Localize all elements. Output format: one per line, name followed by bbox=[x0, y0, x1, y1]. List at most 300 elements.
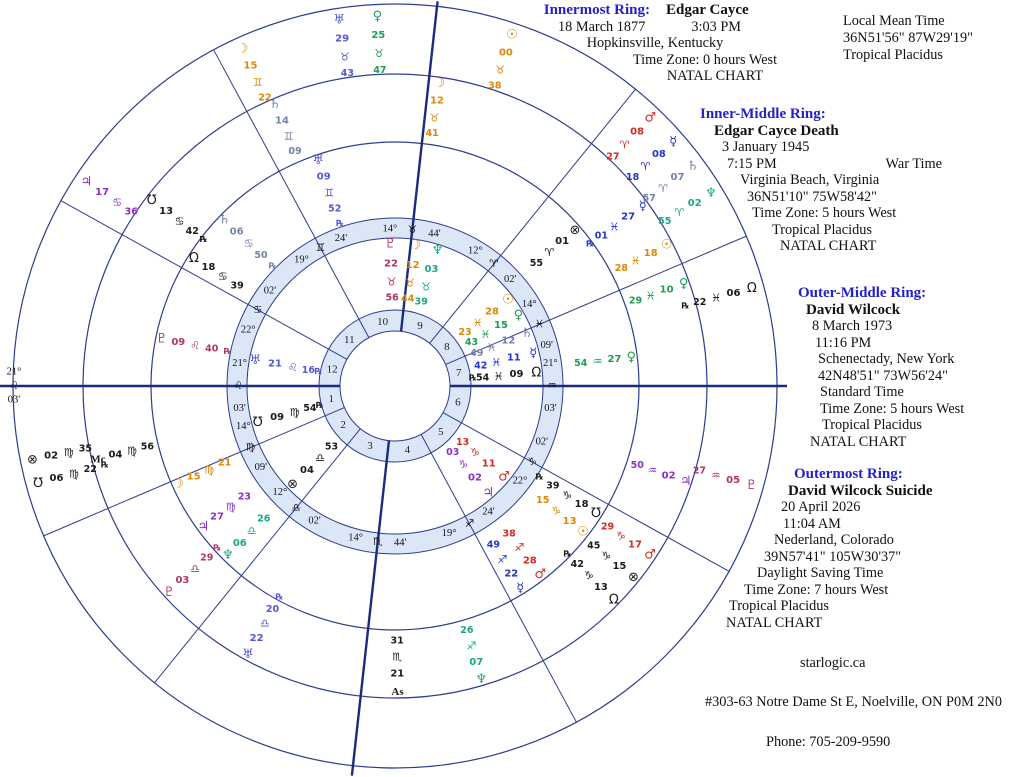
outer-middle-mercury-glyph: ☿ bbox=[638, 198, 647, 214]
cusp-10-degrees: 14° bbox=[382, 223, 398, 235]
cusp-8-minutes: 09' bbox=[540, 340, 553, 352]
outermost-ring-block bbox=[726, 466, 976, 631]
outer-middle-mc-minutes: 56 bbox=[140, 441, 155, 453]
innermost-snode-minutes: 54 bbox=[303, 403, 317, 415]
inner-middle-uranus-minutes: 52 bbox=[328, 203, 342, 215]
outermost-mars-glyph: ♂ bbox=[644, 110, 657, 126]
innermost-mercury-degrees: 11 bbox=[506, 352, 521, 364]
inner-middle-house-system: Tropical Placidus bbox=[772, 221, 872, 238]
outer-middle-pof-glyph: ⊗ bbox=[628, 570, 639, 586]
outermost-moon-sign: ♊ bbox=[252, 76, 263, 89]
outermost-neptune-degrees: 02 bbox=[687, 197, 702, 209]
innermost-sun-sign: ♓ bbox=[472, 316, 483, 330]
outermost-venus-minutes: 47 bbox=[373, 64, 387, 76]
inner-middle-sun-glyph: ☉ bbox=[577, 524, 589, 540]
innermost-chart-type: NATAL CHART bbox=[666, 68, 764, 84]
innermost-saturn-sign: ♓ bbox=[486, 340, 497, 354]
outer-middle-uranus-degrees: 22 bbox=[249, 633, 264, 645]
house-number-10: 10 bbox=[377, 316, 389, 329]
outermost-pluto-glyph: ♇ bbox=[745, 478, 758, 493]
outer-middle-mars-sign: ♑ bbox=[615, 529, 626, 543]
outer-middle-pluto-sign: ♎ bbox=[190, 562, 200, 576]
outermost-pluto-sign: ♒ bbox=[710, 469, 721, 483]
outer-middle-moon-degrees: 12 bbox=[429, 95, 444, 107]
outer-middle-pof-sign: ♑ bbox=[601, 549, 612, 563]
outer-middle-mc-sign: ♍ bbox=[126, 444, 137, 458]
inner-middle-timezone: Time Zone: 5 hours West bbox=[752, 205, 897, 221]
inner-middle-node-sign: ♋ bbox=[217, 270, 228, 284]
outermost-snode-glyph: ℧ bbox=[33, 476, 44, 492]
outermost-pof-degrees: 02 bbox=[44, 450, 59, 462]
cusp-9-minutes: 02' bbox=[503, 273, 517, 285]
house-number-3: 3 bbox=[367, 440, 373, 452]
innermost-moon-minutes: 44 bbox=[401, 293, 415, 305]
innermost-node-minutes: 54 bbox=[475, 372, 490, 384]
outermost-mercury-sign: ♈ bbox=[640, 159, 651, 173]
inner-middle-war-time: War Time bbox=[885, 155, 942, 172]
innermost-venus-minutes: 43 bbox=[464, 336, 479, 348]
inner-middle-date: 3 January 1945 bbox=[722, 139, 810, 155]
inner-middle-pluto-retrograde: ℞ bbox=[223, 347, 232, 358]
cusp-5-sign: ♐ bbox=[464, 518, 475, 531]
outermost-uranus-minutes: 43 bbox=[340, 68, 355, 80]
innermost-time: 3:03 PM bbox=[691, 18, 742, 35]
cusp-11-minutes: 24' bbox=[334, 233, 348, 245]
inner-middle-snode-retrograde: ℞ bbox=[535, 472, 544, 483]
innermost-sun-glyph: ☉ bbox=[502, 292, 514, 308]
outermost-uranus-sign: ♉ bbox=[339, 50, 350, 64]
outermost-moon-degrees: 15 bbox=[243, 60, 258, 72]
outer-middle-venus-glyph: ♀ bbox=[678, 276, 689, 292]
outermost-node-glyph: Ω bbox=[746, 280, 757, 296]
house-number-6: 6 bbox=[455, 396, 461, 409]
innermost-pof-minutes: 53 bbox=[324, 441, 339, 453]
outermost-sun-degrees: 00 bbox=[498, 47, 513, 59]
innermost-pof-glyph: ⊗ bbox=[287, 476, 299, 492]
cusp-4-sign: ♏ bbox=[372, 536, 383, 548]
house-number-8: 8 bbox=[444, 340, 450, 353]
outer-middle-snode-degrees: 13 bbox=[159, 205, 174, 217]
innermost-uranus-degrees: 21 bbox=[268, 358, 282, 370]
inner-middle-saturn-minutes: 50 bbox=[254, 250, 268, 262]
innermost-neptune-glyph: ♆ bbox=[431, 243, 444, 258]
inner-middle-city: Virginia Beach, Virginia bbox=[740, 172, 880, 188]
innermost-node-glyph: Ω bbox=[531, 365, 542, 381]
outermost-sun-sign: ♉ bbox=[495, 63, 506, 77]
inner-middle-uranus-degrees: 09 bbox=[316, 171, 331, 183]
outermost-saturn-sign: ♈ bbox=[658, 181, 668, 195]
outer-middle-sun-minutes: 28 bbox=[614, 263, 629, 275]
outer-middle-snode-sign: ♋ bbox=[174, 215, 185, 229]
outer-middle-time: 11:16 PM bbox=[815, 334, 872, 351]
outermost-mars-minutes: 27 bbox=[606, 151, 620, 163]
inner-middle-mars-minutes: 38 bbox=[502, 528, 516, 540]
outermost-node-retrograde: ℞ bbox=[681, 301, 690, 312]
local-mean-time-block bbox=[843, 13, 1023, 64]
outer-middle-pluto-degrees: 03 bbox=[175, 574, 190, 586]
innermost-saturn-minutes: 49 bbox=[470, 347, 484, 359]
cusp-2-sign: ♍ bbox=[245, 441, 256, 454]
outermost-mercury-glyph: ☿ bbox=[669, 134, 678, 150]
outer-middle-asc-sign: ♏ bbox=[392, 650, 403, 664]
outer-middle-neptune-minutes: 26 bbox=[460, 625, 474, 637]
inner-middle-snode-sign: ♑ bbox=[562, 488, 573, 502]
innermost-mars-glyph: ♂ bbox=[498, 469, 510, 485]
outermost-chart-type: NATAL CHART bbox=[726, 614, 823, 631]
innermost-jupiter-glyph: ♃ bbox=[482, 485, 495, 501]
innermost-venus-sign: ♓ bbox=[480, 328, 491, 341]
innermost-uranus-glyph: ♅ bbox=[249, 353, 262, 369]
asc-edge-sign: ♌ bbox=[9, 380, 19, 392]
inner-middle-jupiter-degrees: 27 bbox=[210, 511, 224, 523]
asc-edge-minutes: 03' bbox=[7, 394, 21, 406]
cusp-12-minutes: 02' bbox=[263, 285, 277, 297]
local-coordinates: 36N51'56" 87W29'19" bbox=[843, 30, 973, 46]
inner-middle-mars-degrees: 28 bbox=[522, 555, 537, 567]
cusp-7-sign: ♒ bbox=[547, 380, 557, 392]
outer-middle-saturn-degrees: 14 bbox=[275, 115, 289, 127]
outer-middle-mc-degrees: 04 bbox=[108, 449, 123, 461]
cusp-2-minutes: 09' bbox=[254, 462, 268, 474]
outer-middle-mars-glyph: ♂ bbox=[644, 547, 656, 563]
outer-middle-sun-glyph: ☉ bbox=[660, 237, 673, 253]
inner-middle-neptune-minutes: 26 bbox=[257, 513, 271, 525]
inner-middle-ring-name: Edgar Cayce Death bbox=[714, 122, 839, 139]
outer-middle-saturn-minutes: 09 bbox=[288, 145, 302, 157]
outermost-pluto-degrees: 05 bbox=[726, 474, 741, 486]
outer-middle-mc-glyph: Mc bbox=[90, 453, 106, 466]
outermost-snode-degrees: 06 bbox=[49, 473, 64, 485]
innermost-jupiter-degrees: 02 bbox=[468, 472, 482, 484]
innermost-neptune-sign: ♉ bbox=[421, 280, 432, 294]
inner-middle-venus-degrees: 27 bbox=[607, 354, 622, 366]
inner-middle-mercury-glyph: ☿ bbox=[516, 580, 525, 596]
inner-middle-pof-minutes: 55 bbox=[529, 258, 544, 270]
outer-middle-node-retrograde: ℞ bbox=[563, 549, 572, 560]
innermost-sun-degrees: 28 bbox=[485, 306, 499, 318]
cusp-1-degrees: 21° bbox=[232, 358, 247, 370]
inner-middle-mercury-degrees: 22 bbox=[504, 568, 519, 580]
outer-middle-pluto-glyph: ♇ bbox=[163, 585, 176, 600]
outermost-pluto-minutes: 27 bbox=[692, 465, 707, 477]
outer-middle-uranus-retrograde: ℞ bbox=[275, 592, 284, 603]
outermost-pof-minutes: 35 bbox=[78, 443, 93, 455]
local-house-system: Tropical Placidus bbox=[843, 47, 943, 63]
outer-middle-snode-minutes: 42 bbox=[185, 225, 199, 237]
cusp-2-degrees: 14° bbox=[235, 420, 251, 432]
outermost-neptune-glyph: ♆ bbox=[705, 185, 717, 201]
cusp-7-degrees: 21° bbox=[543, 358, 558, 370]
outer-middle-neptune-degrees: 07 bbox=[469, 656, 484, 668]
outermost-saturn-degrees: 07 bbox=[670, 172, 685, 184]
outer-middle-timezone: Time Zone: 5 hours West bbox=[820, 400, 965, 417]
outer-middle-coordinates: 42N48'51" 73W56'24" bbox=[818, 367, 948, 384]
outer-middle-pluto-retrograde: ℞ bbox=[213, 543, 221, 554]
inner-middle-pluto-degrees: 09 bbox=[171, 336, 186, 348]
inner-middle-pof-glyph: ⊗ bbox=[569, 222, 581, 238]
outermost-sun-glyph: ☉ bbox=[506, 27, 518, 43]
inner-middle-saturn-degrees: 06 bbox=[229, 226, 244, 238]
outer-middle-pof-minutes: 45 bbox=[587, 540, 601, 552]
outermost-neptune-minutes: 55 bbox=[658, 216, 672, 227]
inner-middle-saturn-retrograde: ℞ bbox=[268, 261, 277, 272]
cusp-9-degrees: 12° bbox=[468, 245, 483, 257]
outermost-dst: Daylight Saving Time bbox=[757, 565, 884, 581]
innermost-mars-sign: ♑ bbox=[469, 446, 480, 460]
inner-middle-saturn-glyph: ♄ bbox=[218, 212, 231, 228]
innermost-mars-minutes: 13 bbox=[455, 436, 470, 448]
outer-middle-pof-degrees: 15 bbox=[612, 561, 627, 572]
innermost-venus-degrees: 15 bbox=[494, 320, 508, 332]
outermost-snode-retrograde: ℞ bbox=[100, 460, 109, 471]
outermost-venus-degrees: 25 bbox=[371, 29, 386, 41]
innermost-neptune-minutes: 39 bbox=[414, 296, 428, 308]
outer-middle-sun-sign: ♓ bbox=[630, 254, 641, 268]
outermost-moon-glyph: ☽ bbox=[236, 41, 249, 57]
inner-middle-venus-minutes: 54 bbox=[574, 358, 588, 370]
inner-middle-node-glyph: Ω bbox=[189, 251, 199, 266]
outer-middle-house-system: Tropical Placidus bbox=[822, 417, 922, 433]
inner-middle-ring-label: Inner-Middle Ring: bbox=[700, 106, 826, 122]
innermost-city: Hopkinsville, Kentucky bbox=[586, 35, 724, 51]
innermost-node-degrees: 09 bbox=[509, 369, 524, 381]
outer-middle-jupiter-sign: ♒ bbox=[647, 464, 658, 478]
outer-middle-standard-time: Standard Time bbox=[820, 384, 904, 400]
inner-middle-uranus-sign: ♊ bbox=[324, 186, 335, 200]
outer-middle-venus-sign: ♓ bbox=[645, 289, 656, 303]
cusp-10-minutes: 44' bbox=[428, 228, 441, 240]
cusp-6-degrees: 22° bbox=[512, 475, 528, 487]
inner-middle-mars-sign: ♐ bbox=[514, 541, 525, 555]
cusp-11-degrees: 19° bbox=[294, 254, 309, 266]
outer-middle-venus-degrees: 10 bbox=[659, 284, 674, 296]
cusp-4-degrees: 14° bbox=[348, 532, 363, 544]
outer-middle-ring-name: David Wilcock bbox=[806, 301, 901, 318]
outermost-venus-sign: ♉ bbox=[374, 46, 385, 60]
inner-middle-uranus-retrograde: ℞ bbox=[335, 219, 344, 230]
outermost-saturn-minutes: 57 bbox=[642, 193, 656, 204]
outer-middle-mercury-degrees: 27 bbox=[621, 211, 636, 223]
inner-middle-ring-block bbox=[700, 106, 952, 255]
inner-middle-pof-degrees: 01 bbox=[555, 235, 570, 247]
house-number-9: 9 bbox=[417, 320, 423, 332]
outer-middle-mercury-minutes: 01 bbox=[594, 230, 609, 242]
innermost-pluto-minutes: 56 bbox=[385, 292, 399, 304]
cusp-4-minutes: 44' bbox=[393, 537, 407, 549]
outermost-snode-minutes: 22 bbox=[83, 464, 97, 475]
inner-middle-jupiter-sign: ♍ bbox=[225, 500, 236, 514]
outer-middle-mercury-retrograde: ℞ bbox=[586, 239, 594, 250]
innermost-sun-minutes: 23 bbox=[458, 327, 472, 339]
outermost-jupiter-sign: ♋ bbox=[112, 195, 123, 209]
innermost-mercury-minutes: 42 bbox=[474, 360, 488, 372]
inner-middle-node-minutes: 39 bbox=[230, 280, 244, 292]
outermost-mercury-degrees: 08 bbox=[651, 149, 666, 161]
outermost-time: 11:04 AM bbox=[783, 515, 841, 532]
outer-middle-jupiter-degrees: 02 bbox=[661, 470, 676, 482]
innermost-moon-glyph: ☽ bbox=[409, 238, 422, 253]
house-number-4: 4 bbox=[404, 443, 411, 456]
outer-middle-node-minutes: 42 bbox=[570, 558, 584, 570]
outer-middle-neptune-sign: ♐ bbox=[466, 639, 477, 653]
inner-middle-chart-type: NATAL CHART bbox=[780, 238, 877, 254]
outer-middle-uranus-minutes: 20 bbox=[265, 604, 280, 616]
innermost-timezone: Time Zone: 0 hours West bbox=[632, 51, 778, 68]
cusp-12-degrees: 22° bbox=[240, 324, 256, 336]
outermost-node-minutes: 22 bbox=[693, 297, 707, 308]
outer-middle-asc-degrees: 21 bbox=[390, 668, 405, 680]
innermost-ring-label: Innermost Ring: bbox=[543, 2, 650, 18]
innermost-pof-sign: ♎ bbox=[315, 451, 325, 465]
outer-middle-pluto-minutes: 29 bbox=[200, 552, 214, 564]
innermost-saturn-degrees: 12 bbox=[501, 335, 516, 347]
outer-middle-mars-degrees: 17 bbox=[628, 539, 642, 551]
outermost-jupiter-glyph: ♃ bbox=[80, 174, 93, 190]
innermost-mercury-sign: ♓ bbox=[491, 355, 502, 369]
outermost-mars-sign: ♈ bbox=[619, 138, 630, 152]
innermost-pluto-glyph: ♇ bbox=[384, 236, 397, 252]
cusp-1-minutes: 03' bbox=[233, 402, 246, 414]
outer-middle-jupiter-glyph: ♃ bbox=[679, 474, 692, 490]
outer-middle-ring-label: Outer-Middle Ring: bbox=[798, 285, 927, 301]
innermost-mars-degrees: 11 bbox=[481, 458, 496, 470]
street-address: #303-63 Notre Dame St E, Noelville, ON P0M 2N0 bbox=[705, 694, 1003, 710]
cusp-6-minutes: 02' bbox=[535, 436, 549, 448]
outer-middle-moon-glyph: ☽ bbox=[433, 75, 446, 91]
inner-middle-snode-glyph: ℧ bbox=[591, 506, 601, 521]
house-number-11: 11 bbox=[344, 333, 355, 346]
outer-middle-venus-minutes: 29 bbox=[628, 295, 643, 307]
outermost-coordinates: 39N57'41" 105W30'37" bbox=[764, 548, 902, 565]
outer-middle-date: 8 March 1973 bbox=[812, 318, 893, 334]
inner-middle-venus-glyph: ♀ bbox=[626, 350, 637, 366]
innermost-mercury-glyph: ☿ bbox=[529, 346, 538, 362]
cusp-5-minutes: 24' bbox=[482, 506, 495, 518]
cusp-5-degrees: 19° bbox=[441, 527, 457, 539]
asc-edge-degrees: 21° bbox=[6, 366, 22, 378]
innermost-uranus-retrograde: ℞ bbox=[314, 367, 323, 378]
outer-middle-snode-retrograde: ℞ bbox=[199, 234, 208, 245]
innermost-node-sign: ♓ bbox=[493, 369, 504, 383]
innermost-saturn-glyph: ♄ bbox=[521, 325, 533, 341]
outer-middle-city: Schenectady, New York bbox=[818, 351, 955, 367]
inner-middle-moon-sign: ♍ bbox=[204, 463, 215, 477]
outermost-mars-degrees: 08 bbox=[630, 126, 645, 138]
inner-middle-pluto-sign: ♌ bbox=[190, 339, 200, 353]
outermost-city: Nederland, Colorado bbox=[774, 532, 894, 548]
outermost-saturn-glyph: ♄ bbox=[686, 158, 699, 174]
outer-middle-saturn-glyph: ♄ bbox=[269, 97, 281, 112]
inner-middle-moon-glyph: ☽ bbox=[172, 476, 184, 492]
cusp-6-sign: ♑ bbox=[527, 456, 538, 469]
house-number-5: 5 bbox=[437, 426, 444, 439]
outermost-ring-label: Outermost Ring: bbox=[794, 466, 903, 482]
outer-middle-ring-block bbox=[798, 285, 1024, 450]
innermost-snode-sign: ♍ bbox=[289, 406, 300, 420]
outer-middle-saturn-sign: ♊ bbox=[283, 130, 294, 144]
inner-middle-sun-degrees: 13 bbox=[562, 516, 577, 527]
outer-middle-chart-type: NATAL CHART bbox=[810, 433, 907, 450]
inner-middle-time: 7:15 PM bbox=[727, 155, 777, 172]
outer-middle-node-degrees: 13 bbox=[593, 581, 608, 593]
innermost-jupiter-minutes: 03 bbox=[446, 446, 460, 458]
innermost-moon-degrees: 12 bbox=[405, 259, 420, 271]
outermost-venus-glyph: ♀ bbox=[372, 8, 383, 24]
outermost-pof-sign: ♍ bbox=[63, 446, 74, 460]
innermost-ring-block bbox=[470, 2, 800, 85]
innermost-pof-degrees: 04 bbox=[300, 465, 314, 476]
outer-middle-asc-minutes: 31 bbox=[390, 635, 404, 647]
inner-middle-neptune-glyph: ♆ bbox=[221, 547, 234, 563]
inner-middle-node-degrees: 18 bbox=[201, 262, 216, 274]
inner-middle-neptune-sign: ♎ bbox=[246, 524, 257, 538]
outermost-jupiter-degrees: 17 bbox=[95, 187, 110, 198]
inner-middle-moon-degrees: 15 bbox=[186, 471, 201, 483]
innermost-moon-sign: ♉ bbox=[405, 276, 415, 290]
outermost-node-degrees: 06 bbox=[726, 287, 741, 299]
outer-middle-mars-minutes: 29 bbox=[600, 521, 615, 533]
outer-middle-uranus-sign: ♎ bbox=[259, 617, 270, 631]
innermost-date: 18 March 1877 bbox=[558, 18, 646, 35]
outer-middle-neptune-glyph: ♆ bbox=[475, 672, 488, 688]
inner-middle-neptune-degrees: 06 bbox=[232, 537, 247, 549]
innermost-uranus-minutes: 16 bbox=[301, 364, 316, 376]
inner-middle-venus-sign: ♒ bbox=[592, 355, 603, 369]
local-mean-time: Local Mean Time bbox=[843, 13, 945, 29]
outermost-jupiter-minutes: 36 bbox=[124, 206, 138, 218]
inner-middle-coordinates: 36N51'10" 75W58'42" bbox=[747, 188, 877, 205]
outermost-neptune-sign: ♈ bbox=[674, 206, 685, 220]
inner-middle-snode-degrees: 18 bbox=[574, 498, 589, 510]
center-circle bbox=[340, 331, 450, 441]
outer-middle-sun-degrees: 18 bbox=[643, 247, 658, 259]
outermost-snode-sign: ♍ bbox=[68, 467, 79, 481]
inner-middle-mercury-minutes: 49 bbox=[486, 539, 501, 551]
inner-middle-mars-glyph: ♂ bbox=[534, 567, 547, 583]
innermost-snode-glyph: ℧ bbox=[252, 414, 263, 430]
inner-middle-mercury-sign: ♐ bbox=[497, 552, 508, 566]
outermost-moon-minutes: 22 bbox=[258, 92, 272, 104]
cusp-8-degrees: 14° bbox=[521, 298, 537, 310]
house-number-2: 2 bbox=[340, 419, 346, 432]
cusp-8-sign: ♓ bbox=[534, 318, 545, 331]
innermost-node-retrograde: ℞ bbox=[468, 373, 477, 384]
house-number-7: 7 bbox=[455, 367, 462, 379]
outermost-timezone: Time Zone: 7 hours West bbox=[744, 581, 889, 598]
cusp-12-sign: ♋ bbox=[252, 303, 263, 316]
outer-middle-node-glyph: Ω bbox=[608, 592, 619, 608]
house-number-12: 12 bbox=[326, 363, 338, 376]
inner-middle-pluto-glyph: ♇ bbox=[155, 331, 168, 347]
outermost-house-system: Tropical Placidus bbox=[729, 598, 829, 614]
outer-middle-node-sign: ♑ bbox=[583, 568, 594, 582]
inner-middle-moon-minutes: 21 bbox=[217, 457, 232, 469]
outer-middle-jupiter-minutes: 50 bbox=[630, 460, 644, 472]
inner-middle-jupiter-minutes: 23 bbox=[237, 491, 252, 503]
cusp-11-sign: ♊ bbox=[315, 241, 326, 254]
inner-middle-sun-sign: ♑ bbox=[551, 504, 562, 518]
house-number-1: 1 bbox=[328, 393, 335, 405]
innermost-snode-retrograde: ℞ bbox=[315, 401, 324, 411]
outer-middle-mercury-sign: ♓ bbox=[609, 220, 620, 234]
inner-middle-sun-minutes: 15 bbox=[536, 495, 550, 507]
cusp-3-degrees: 12° bbox=[272, 487, 288, 499]
innermost-snode-degrees: 09 bbox=[270, 411, 285, 423]
innermost-uranus-sign: ♌ bbox=[287, 360, 298, 374]
inner-middle-uranus-glyph: ♅ bbox=[312, 153, 325, 169]
outer-middle-snode-glyph: ℧ bbox=[146, 192, 157, 208]
cusp-10-sign: ♉ bbox=[407, 224, 418, 236]
